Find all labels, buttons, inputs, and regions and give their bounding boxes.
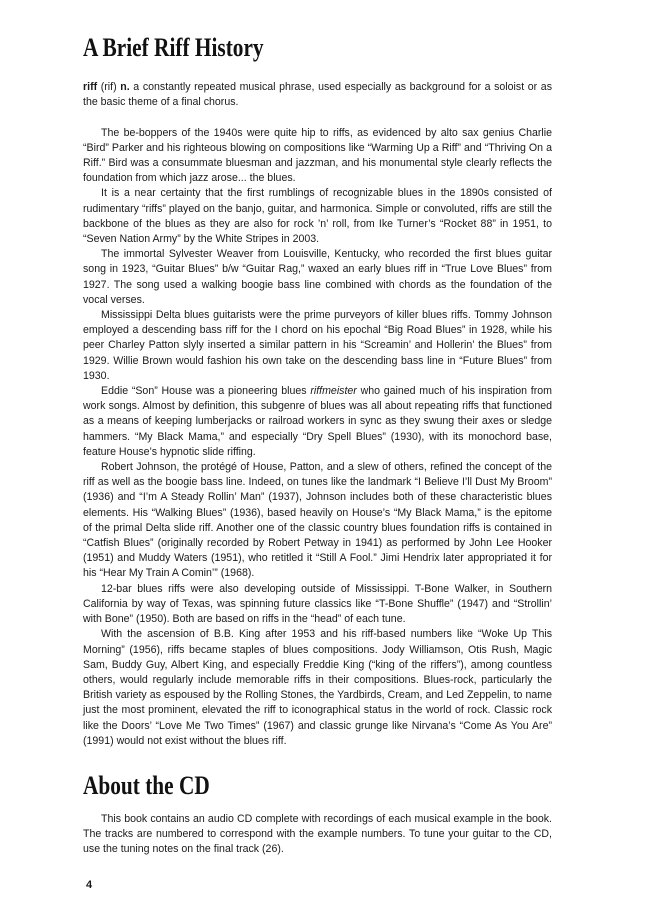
history-body bbox=[83, 80, 552, 749]
paragraph: It is a near certainty that the first rumblings of recognizable blues in the 1890s consisted of rudimentary “riffs” played on the banjo, guitar, and harmonica. Simple or convoluted, riffs are still the backbone of the blues as they are also for rock ’n’ roll, from Ike Turner’s “Rocket 88” in 1951, to “Seven Nation Army” by the White Stripes in 2003. bbox=[83, 187, 552, 246]
italic-term: riffmeister bbox=[310, 385, 357, 398]
paragraph: The immortal Sylvester Weaver from Louisville, Kentucky, who recorded the first blues guitar song in 1923, “Guitar Blues” b/w “Guitar Rag,” waxed an early blues riff in “True Love Blues” from 1927. The song used a walking boogie bass line combined with chords as the foundation of the vocal verses. bbox=[83, 248, 552, 306]
page-number: 4 bbox=[86, 878, 93, 891]
definition-term: riff bbox=[83, 81, 98, 93]
paragraph: Mississippi Delta blues guitarists were the prime purveyors of killer blues riffs. Tommy Johnson employed a descending bass riff for the I chord on his epochal “Big Road Blues” in 1928, while his peer Charley Patton slyly inserted a similar pattern in his “Screamin’ and Hollerin’ the Blues” from 1929. Willie Brown would fashion his own take on the descending bass line in “Future Blues” from 1930. bbox=[83, 309, 552, 382]
paragraph: The be-boppers of the 1940s were quite hip to riffs, as evidenced by alto sax genius Charlie “Bird” Parker and his righteous blowing on compositions like “Warming Up a Riff” and “Thriving On a Riff.” Bird was a consummate bluesman and jazzman, and his monumental style clearly reflects the foundation from which jazz arose... the blues. bbox=[83, 126, 552, 185]
section-title-history: A Brief Riff History bbox=[83, 33, 264, 62]
paragraph: 12-bar blues riffs were also developing outside of Mississippi. T-Bone Walker, in Southern California by way of Texas, was spinning future classics like “T-Bone Shuffle” (1947) and “Strollin’ with Bone” (1950). Both are based on riffs in the “head” of each tune. bbox=[83, 582, 552, 626]
text: Eddie “Son” House was a pioneering blues bbox=[101, 385, 311, 398]
section-title-cd: About the CD bbox=[83, 770, 210, 800]
cd-body bbox=[83, 812, 552, 858]
text: who gained much of his inspiration from work songs. Almost by definition, this subgenre of blues was all about repeating riffs that functioned as a means of keeping lumberjacks or railroad workers in sync as they swung their axes or sledge hammers. “My Black Mama,” and especially “Dry Spell Blues” (1930), with its monochord base, feature House’s hypnotic slide riffing. bbox=[83, 385, 552, 458]
definition-text: a constantly repeated musical phrase, used especially as background for a soloist or as the basic theme of a final chorus. bbox=[83, 81, 552, 109]
paragraph: This book contains an audio CD complete with recordings of each musical example in the book. The tracks are numbered to correspond with the example numbers. To tune your guitar to the CD, use the tuning notes on the final track (26). bbox=[83, 812, 552, 856]
paragraph: With the ascension of B.B. King after 1953 and his riff-based numbers like “Woke Up This Morning” (1956), riffs became staples of blues compositions. Jody Williamson, Otis Rush, Magic Sam, Buddy Guy, Albert King, and especially Freddie King (“king of the riffers”), among countless others, would regularly include memorable riffs in their compositions. Blues-rock, particularly the British variety as espoused by the Rolling Stones, the Yardbirds, Cream, and Led Zeppelin, to name just the most prominent, elevated the riff to iconographical status in the world of rock. Classic rock like the Doors’ “Love Me Two Times” (1967) and classic grunge like Nirvana’s “Come As You Are” (1991) would not exist without the blues riff. bbox=[83, 628, 552, 747]
paragraph-house bbox=[83, 384, 552, 460]
definition-pos: n. bbox=[120, 81, 130, 93]
paragraph: Robert Johnson, the protégé of House, Patton, and a slew of others, refined the concept of the riff as well as the boogie bass line. Indeed, on tunes like the landmark “I Believe I’ll Dust My Broom” (1936) and “I’m A Steady Rollin’ Man” (1937), Johnson includes both of these characteristic blues elements. His “Walking Blues” (1936), based heavily on House’s “My Black Mama,” is the epitome of the primal Delta slide riff. Another one of the classic country blues foundation riffs is contained in “Catfish Blues” (originally recorded by Robert Petway in 1941) as performed by John Lee Hooker (1951) and Muddy Waters (1951), who retitled it “Still A Fool.” Jimi Hendrix later appropriated it for his “Hear My Train A Comin’” (1968). bbox=[83, 461, 552, 580]
riff-definition bbox=[83, 80, 552, 110]
definition-pronunciation: (rif) bbox=[97, 81, 121, 93]
